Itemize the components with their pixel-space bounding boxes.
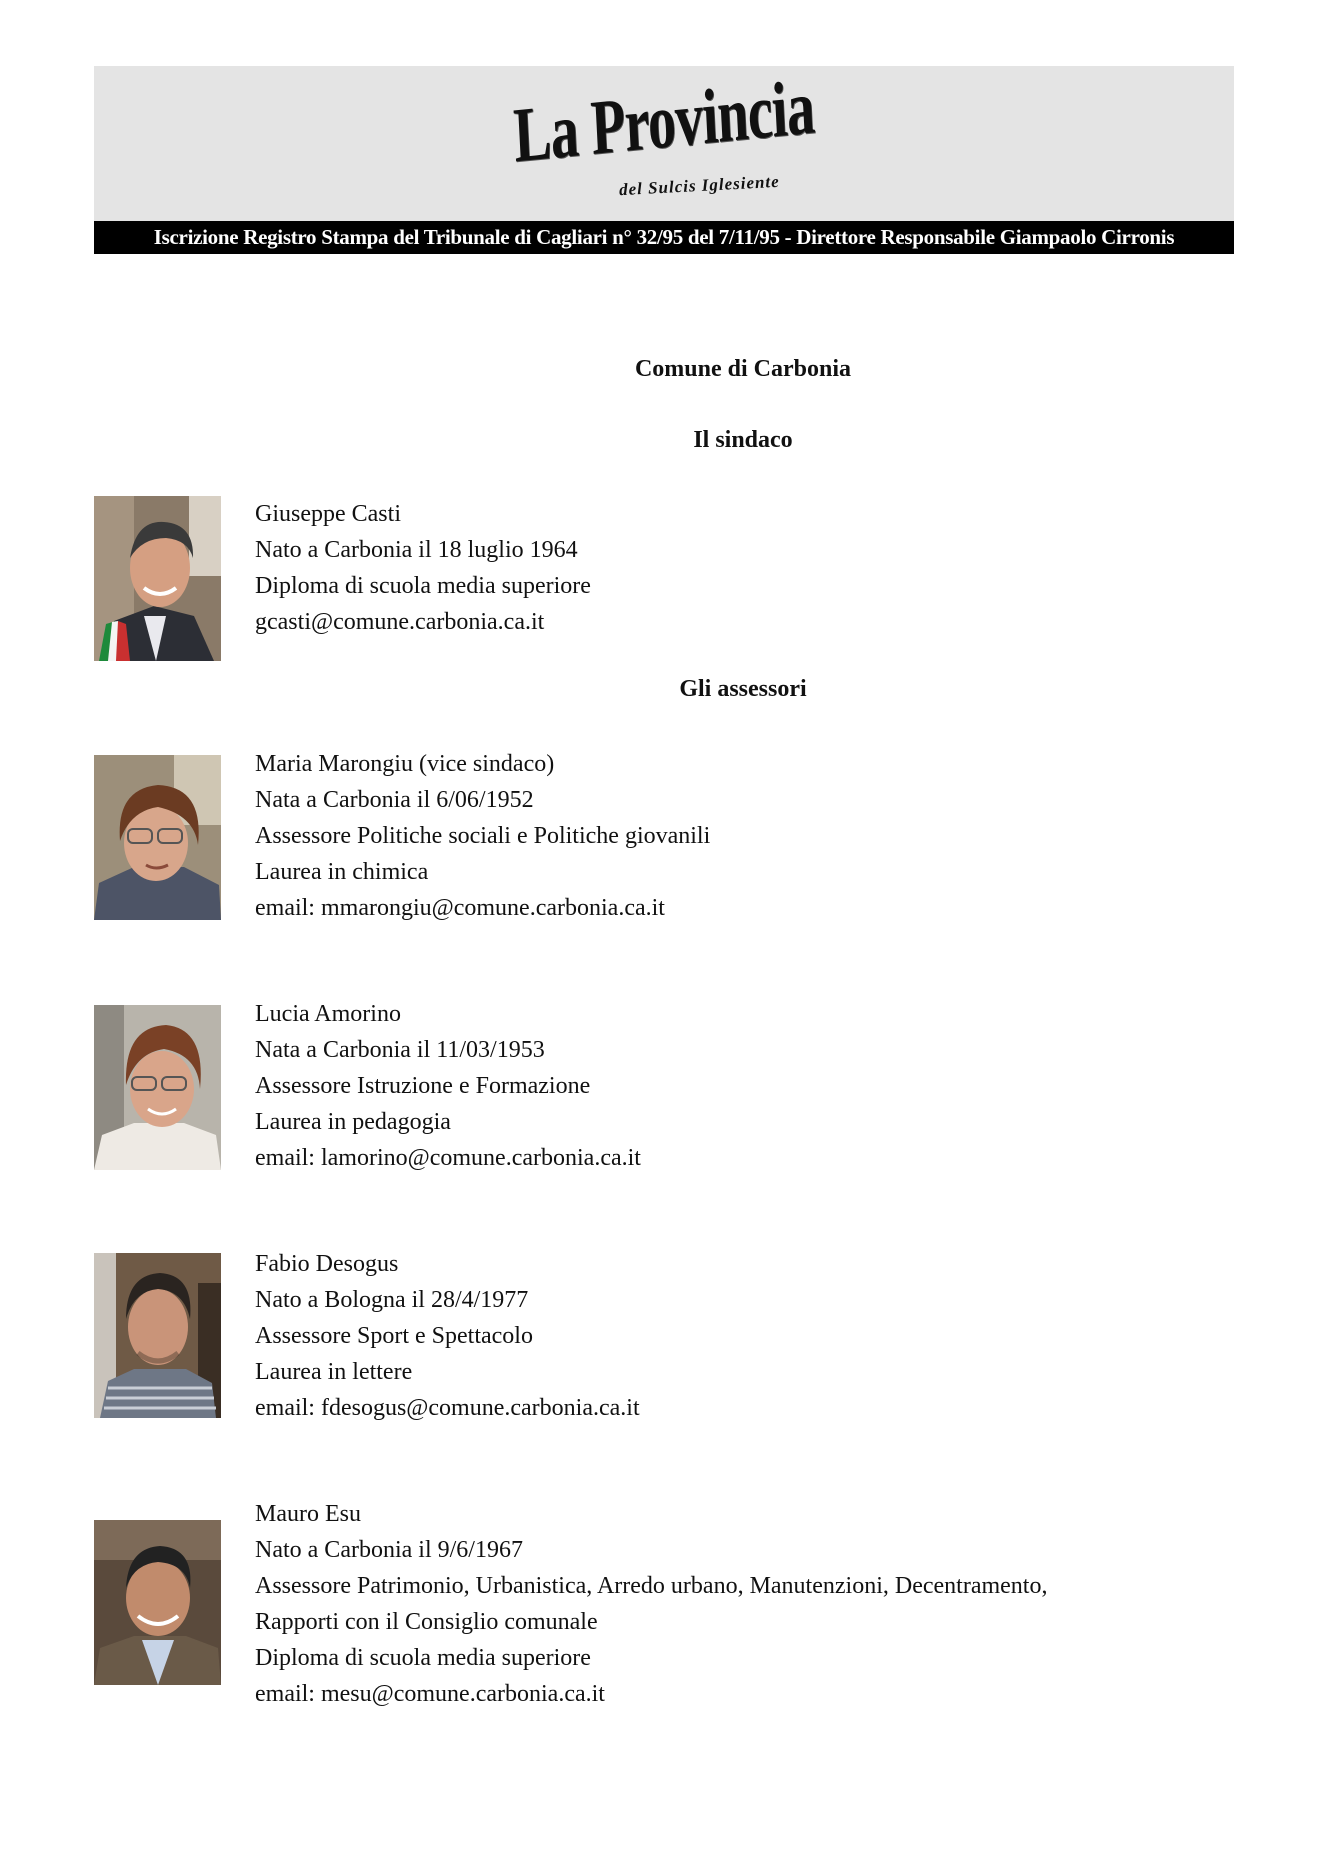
person-education: Diploma di scuola media superiore [255,1645,591,1671]
person-education: Laurea in pedagogia [255,1109,451,1135]
masthead [94,62,1234,221]
person-birth: Nata a Carbonia il 6/06/1952 [255,787,534,813]
assessore-info [255,996,1215,1176]
logo-subtitle: del Sulcis Iglesiente [618,171,780,200]
mayor-heading: Il sindaco [693,427,793,453]
person-name: Mauro Esu [255,1501,361,1527]
person-role: Assessore Patrimonio, Urbanistica, Arredo urbano, Manutenzioni, Decentramento, [255,1573,1048,1599]
person-role: Assessore Politiche sociali e Politiche giovanili [255,823,711,849]
person-email[interactable]: email: fdesogus@comune.carbonia.ca.it [255,1395,640,1421]
person-education: Laurea in lettere [255,1359,413,1385]
person-birth: Nata a Carbonia il 11/03/1953 [255,1037,545,1063]
person-name: Fabio Desogus [255,1251,399,1277]
person-birth: Nato a Bologna il 28/4/1977 [255,1287,529,1313]
person-birth: Nato a Carbonia il 18 luglio 1964 [255,537,578,563]
assessore-photo [94,1520,221,1685]
person-email[interactable]: email: mmarongiu@comune.carbonia.ca.it [255,895,665,921]
assessore-info [255,746,1215,926]
person-role: Assessore Sport e Spettacolo [255,1323,533,1349]
person-education: Diploma di scuola media superiore [255,573,591,599]
person-name: Maria Marongiu (vice sindaco) [255,751,555,777]
assessore-photo [94,1253,221,1418]
person-birth: Nato a Carbonia il 9/6/1967 [255,1537,523,1563]
municipality-heading: Comune di Carbonia [634,356,852,382]
person-role: Assessore Istruzione e Formazione [255,1073,591,1099]
assessore-info [255,1496,1215,1712]
mayor-photo [94,496,221,661]
newspaper-logo [94,62,1234,179]
registry-bar: Iscrizione Registro Stampa del Tribunale di Cagliari n° 32/95 del 7/11/95 - Direttore Responsabile Giampaolo Cirronis [94,221,1234,254]
council-heading: Gli assessori [679,676,807,702]
person-name: Lucia Amorino [255,1001,401,1027]
logo-title: La Provincia [511,62,817,179]
person-education: Laurea in chimica [255,859,429,885]
assessore-info [255,1246,1215,1426]
assessore-photo [94,1005,221,1170]
person-email[interactable]: email: lamorino@comune.carbonia.ca.it [255,1145,641,1171]
mayor-info [255,496,1215,640]
person-role-continued: Rapporti con il Consiglio comunale [255,1609,598,1635]
person-name: Giuseppe Casti [255,501,401,527]
person-email[interactable]: gcasti@comune.carbonia.ca.it [255,609,545,635]
assessore-photo [94,755,221,920]
person-email[interactable]: email: mesu@comune.carbonia.ca.it [255,1681,605,1707]
